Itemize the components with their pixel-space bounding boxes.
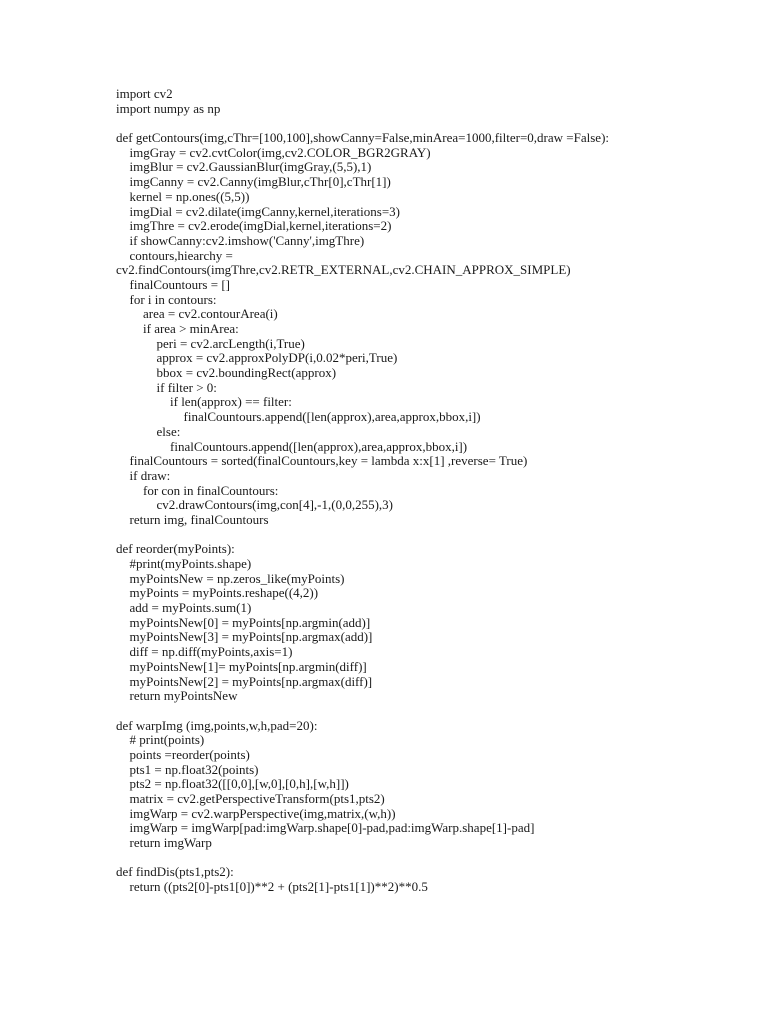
code-line: myPointsNew[0] = myPoints[np.argmin(add)]	[129, 614, 371, 630]
code-line: approx = cv2.approxPolyDP(i,0.02*peri,True)	[156, 350, 398, 366]
code-line: imgGray = cv2.cvtColor(img,cv2.COLOR_BGR2GRAY)	[129, 144, 431, 160]
code-line: #print(myPoints.shape)	[129, 556, 252, 571]
code-line: myPoints = myPoints.reshape((4,2))	[129, 585, 319, 601]
code-line: cv2.drawContours(img,con[4],-1,(0,0,255),3)	[156, 497, 393, 513]
code-line: add = myPoints.sum(1)	[129, 600, 252, 616]
code-line: myPointsNew[3] = myPoints[np.argmax(add)]	[129, 629, 373, 645]
code-line: # print(points)	[129, 732, 205, 748]
code-line: return imgWarp	[129, 835, 212, 851]
code-line: def warpImg (img,points,w,h,pad=20):	[116, 717, 318, 733]
code-line: bbox = cv2.boundingRect(approx)	[156, 365, 337, 381]
code-line: finalCountours.append([len(approx),area,approx,bbox,i])	[183, 409, 481, 425]
code-line: imgWarp = imgWarp[pad:imgWarp.shape[0]-pad,pad:imgWarp.shape[1]-pad]	[129, 820, 535, 836]
code-line: points =reorder(points)	[129, 746, 250, 762]
code-line: imgDial = cv2.dilate(imgCanny,kernel,iterations=3)	[129, 203, 400, 219]
code-line: myPointsNew[2] = myPoints[np.argmax(diff)]	[129, 673, 373, 689]
code-line: myPointsNew[1]= myPoints[np.argmin(diff)]	[129, 658, 367, 674]
code-line: peri = cv2.arcLength(i,True)	[156, 335, 305, 351]
code-line: pts2 = np.float32([[0,0],[w,0],[0,h],[w,h]])	[129, 776, 349, 792]
code-line: else:	[156, 423, 181, 439]
code-line: myPointsNew = np.zeros_like(myPoints)	[129, 570, 345, 586]
code-line: def getContours(img,cThr=[100,100],showCanny=False,minArea=1000,filter=0,draw =False):	[116, 130, 610, 146]
code-line: imgBlur = cv2.GaussianBlur(imgGray,(5,5),1)	[129, 159, 372, 175]
code-line: kernel = np.ones((5,5))	[129, 188, 250, 204]
code-line	[116, 528, 756, 543]
code-line	[116, 116, 756, 131]
code-line: area = cv2.contourArea(i)	[143, 306, 278, 322]
code-line: contours,hiearchy =	[129, 247, 233, 263]
code-line: pts1 = np.float32(points)	[129, 761, 259, 777]
code-line: return img, finalCountours	[129, 511, 269, 527]
code-line: finalCountours.append([len(approx),area,approx,bbox,i])	[170, 438, 468, 454]
code-line: imgWarp = cv2.warpPerspective(img,matrix,(w,h))	[129, 805, 396, 821]
code-line: finalCountours = sorted(finalCountours,key = lambda x:x[1] ,reverse= True)	[129, 453, 528, 469]
code-line: if draw:	[129, 467, 171, 483]
code-line: import numpy as np	[116, 100, 221, 116]
code-line: if area > minArea:	[143, 321, 239, 336]
code-line: if showCanny:cv2.imshow('Canny',imgThre)	[129, 232, 365, 248]
code-line: if filter > 0:	[156, 379, 217, 395]
code-line: imgThre = cv2.erode(imgDial,kernel,iterations=2)	[129, 218, 392, 234]
code-line: for i in contours:	[129, 291, 217, 307]
code-line: matrix = cv2.getPerspectiveTransform(pts1,pts2)	[129, 791, 385, 806]
code-line: for con in finalCountours:	[143, 482, 279, 498]
code-line: return myPointsNew	[129, 688, 238, 704]
code-line: finalCountours = []	[129, 276, 230, 292]
code-line	[116, 704, 756, 719]
code-line: imgCanny = cv2.Canny(imgBlur,cThr[0],cThr[1])	[129, 174, 391, 190]
code-line: diff = np.diff(myPoints,axis=1)	[129, 644, 293, 660]
code-line: return ((pts2[0]-pts1[0])**2 + (pts2[1]-pts1[1])**2)**0.5	[129, 879, 428, 895]
code-line: def reorder(myPoints):	[116, 541, 235, 557]
code-line	[116, 851, 756, 866]
code-line: import cv2	[116, 86, 173, 101]
code-listing	[116, 87, 756, 895]
code-line: if len(approx) == filter:	[170, 394, 292, 410]
code-line: def findDis(pts1,pts2):	[116, 864, 234, 880]
code-line: cv2.findContours(imgThre,cv2.RETR_EXTERNAL,cv2.CHAIN_APPROX_SIMPLE)	[116, 262, 571, 278]
